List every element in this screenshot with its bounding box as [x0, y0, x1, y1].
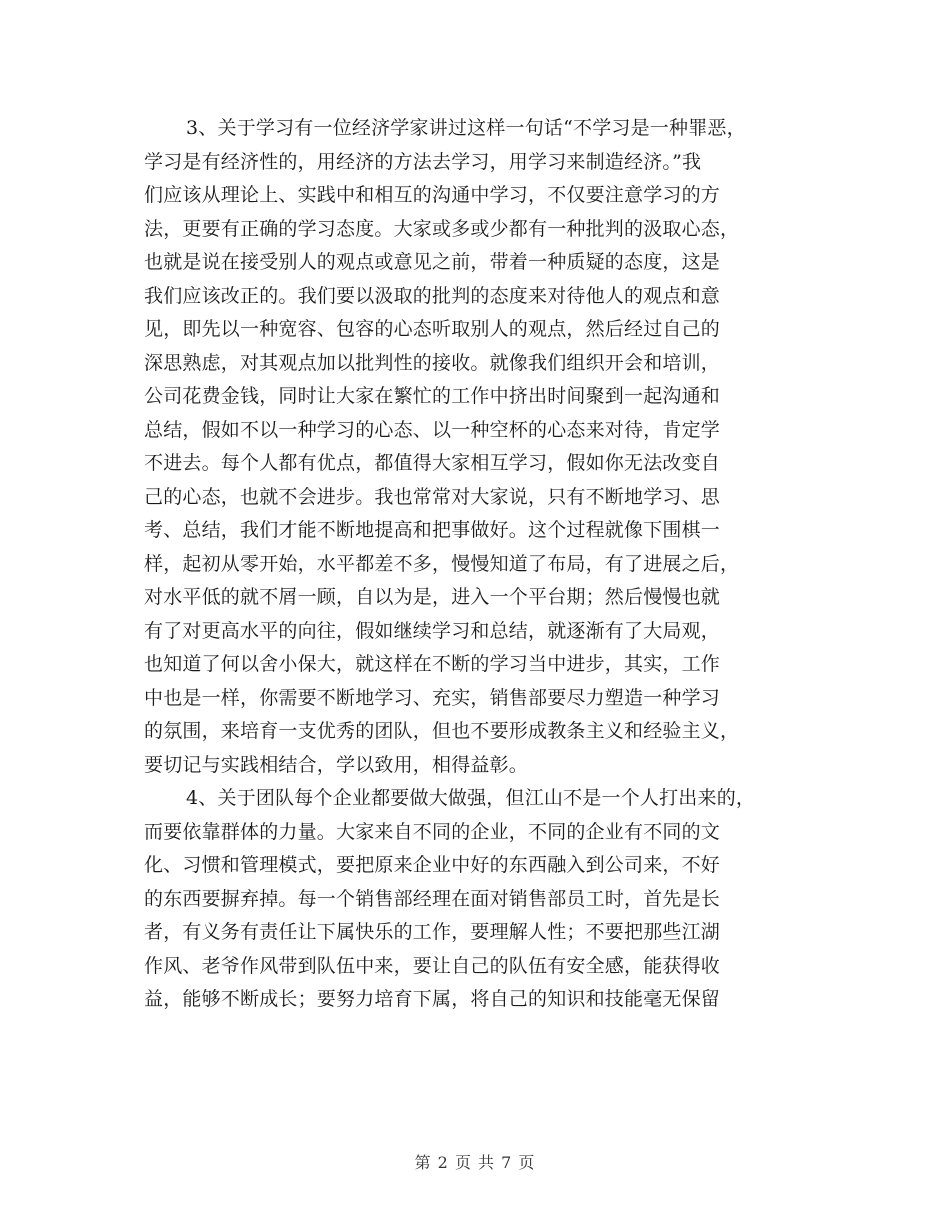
paragraph-3-line-18: 中也是一样，你需要不断地学习、充实，销售部要尽力塑造一种学习 [144, 686, 721, 709]
paragraph-4-line-1: 4、关于团队每个企业都要做大做强，但江山不是一个人打出来的， [186, 787, 756, 809]
paragraph-3-line-15: 对水平低的就不屑一顾，自以为是，进入一个平台期；然后慢慢也就 [144, 586, 721, 608]
paragraph-3-line-10: 总结，假如不以一种学习的心态、以一种空杯的心态来对待，肯定学 [144, 418, 721, 441]
body-text [144, 112, 834, 1017]
paragraph-3-line-19: 的氛围，来培育一支优秀的团队，但也不要形成教条主义和经验主义， [144, 720, 740, 742]
paragraph-3-line-2: 学习是有经济性的，用经济的方法去学习，用学习来制造经济。”我 [144, 150, 702, 173]
paragraph-3-line-14: 样，起初从零开始，水平都差不多，慢慢知道了布局，有了进展之后， [144, 552, 740, 575]
paragraph-4-line-7: 益，能够不断成长；要努力培育下属，将自己的知识和技能毫无保留 [144, 988, 721, 1010]
paragraph-3-line-7: 见，即先以一种宽容、包容的心态听取别人的观点，然后经过自己的 [144, 318, 721, 340]
paragraph-4-line-4: 的东西要摒弃掉。每一个销售部经理在面对销售部员工时，首先是长 [144, 887, 721, 910]
paragraph-3-line-1: 3、关于学习有一位经济学家讲过这样一句话“不学习是一种罪恶， [186, 117, 746, 139]
page-footer: 第 2 页 共 7 页 [414, 1153, 536, 1172]
paragraph-3-line-16: 有了对更高水平的向往，假如继续学习和总结，就逐渐有了大局观， [144, 619, 721, 642]
paragraph-3-line-9: 公司花费金钱，同时让大家在繁忙的工作中挤出时间聚到一起沟通和 [144, 385, 721, 407]
paragraph-4-line-6: 作风、老爷作风带到队伍中来，要让自己的队伍有安全感，能获得收 [144, 954, 721, 977]
paragraph-3-line-4: 法，更要有正确的学习态度。大家或多或少都有一种批判的汲取心态， [144, 217, 740, 240]
paragraph-3-line-5: 也就是说在接受别人的观点或意见之前，带着一种质疑的态度，这是 [144, 251, 721, 273]
paragraph-3-line-13: 考、总结，我们才能不断地提高和把事做好。这个过程就像下围棋一 [144, 519, 721, 541]
paragraph-3-line-12: 己的心态，也就不会进步。我也常常对大家说，只有不断地学习、思 [144, 485, 721, 508]
paragraph-3-line-11: 不进去。每个人都有优点，都值得大家相互学习，假如你无法改变自 [144, 452, 721, 474]
paragraph-3-line-20: 要切记与实践相结合，学以致用，相得益彰。 [144, 753, 529, 776]
paragraph-3-line-17: 也知道了何以舍小保大，就这样在不断的学习当中进步，其实，工作 [144, 653, 721, 675]
paragraph-4-line-2: 而要依靠群体的力量。大家来自不同的企业，不同的企业有不同的文 [144, 820, 721, 843]
paragraph-3-line-3: 们应该从理论上、实践中和相互的沟通中学习，不仅要注意学习的方 [144, 184, 721, 206]
paragraph-4-line-5: 者，有义务有责任让下属快乐的工作，要理解人性；不要把那些江湖 [144, 921, 721, 943]
paragraph-3-line-6: 我们应该改正的。我们要以汲取的批判的态度来对待他人的观点和意 [144, 284, 721, 307]
paragraph-4-line-3: 化、习惯和管理模式，要把原来企业中好的东西融入到公司来，不好 [144, 854, 721, 876]
paragraph-3-line-8: 深思熟虑，对其观点加以批判性的接收。就像我们组织开会和培训， [144, 351, 721, 374]
